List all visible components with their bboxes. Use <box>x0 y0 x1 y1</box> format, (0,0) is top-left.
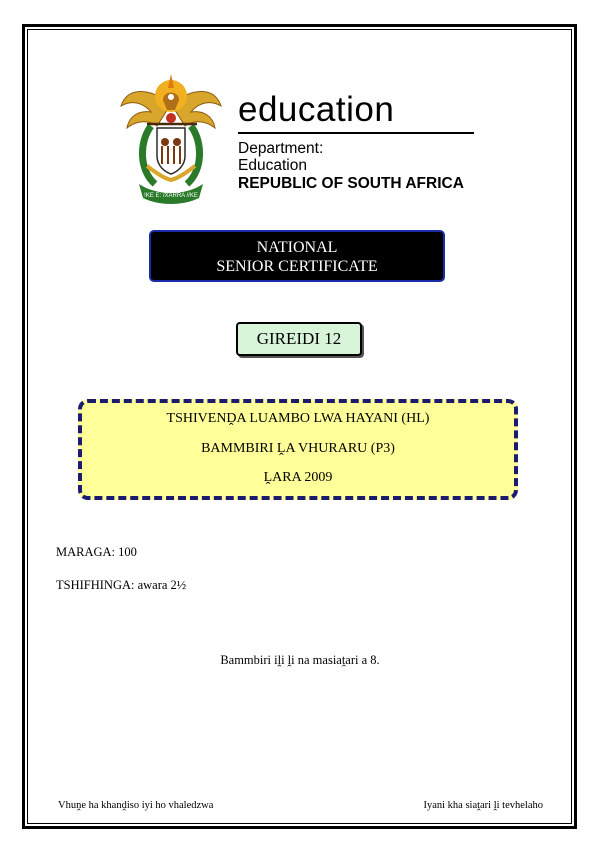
certificate-banner <box>149 230 445 282</box>
subject-session: ḼARA 2009 <box>263 470 333 485</box>
department-logo <box>103 60 498 220</box>
logo-divider <box>238 132 474 134</box>
crest-motto: !KE E: /XARRA //KE <box>144 193 198 199</box>
logo-wordmark: education <box>238 90 395 129</box>
logo-department: Department: <box>238 140 324 157</box>
subject-title: TSHIVENḒA LUAMBO LWA HAYANI (HL) <box>166 411 430 426</box>
grade-label: GIREIDI 12 <box>236 322 362 356</box>
certificate-line-1: NATIONAL <box>256 239 338 256</box>
south-africa-coat-of-arms-icon <box>117 66 225 206</box>
logo-country: REPUBLIC OF SOUTH AFRICA <box>238 175 464 192</box>
time-field: TSHIFHINGA: awara 2½ <box>56 578 187 592</box>
footer-left: Vhuṋe ha khanḓiso iyi ho vhaledzwa <box>58 800 214 811</box>
certificate-line-2: SENIOR CERTIFICATE <box>216 258 378 275</box>
logo-education: Education <box>238 157 307 174</box>
subject-paper: BAMMBIRI ḼA VHURARU (P3) <box>201 441 395 456</box>
subject-box <box>78 399 518 500</box>
pages-note: Bammbiri iḽi ḽi na masiaṱari a 8. <box>220 653 380 667</box>
marks-field: MARAGA: 100 <box>56 545 137 559</box>
footer-right: Iyani kha siaṱari ḽi tevhelaho <box>423 800 543 811</box>
